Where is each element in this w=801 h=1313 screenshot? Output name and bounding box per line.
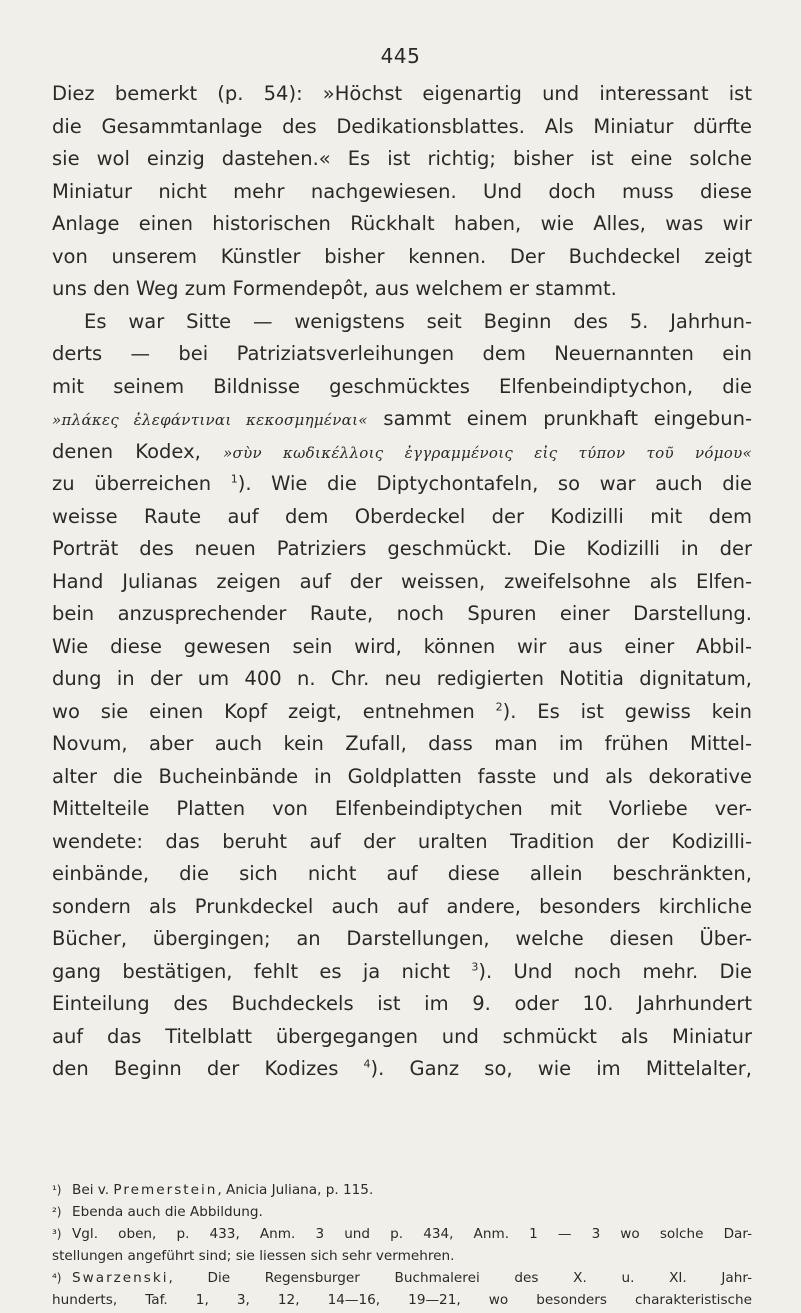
text-line: derts — bei Patriziatsverleihungen dem Neuernannten ein: [52, 342, 752, 365]
footnote-text: Bei v.: [72, 1182, 114, 1198]
greek-quotation: »πλάκες ἐλεφάντιναι κεκοσμημέναι«: [52, 411, 368, 429]
footnote-text: Vgl. oben, p. 433, Anm. 3 und p. 434, Anm. 1 — 3 wo solche Dar-: [72, 1226, 752, 1242]
author-name: Swarzenski: [72, 1270, 169, 1286]
body-text: [52, 78, 752, 1086]
text-line: alter die Bucheinbände in Goldplatten fasste und als dekorative: [52, 764, 752, 788]
author-name: Premerstein: [113, 1182, 218, 1198]
text-line: Wie diese gewesen sein wird, können wir aus einer Abbil-: [52, 634, 752, 658]
text-span: ). Und noch mehr. Die: [478, 959, 752, 983]
text-span: wo sie einen Kopf zeigt, entnehmen: [52, 699, 496, 723]
footnotes: [52, 1179, 752, 1311]
text-line: [52, 436, 752, 469]
text-line: [52, 956, 752, 989]
text-line: Es war Sitte — wenigstens seit Beginn des 5. Jahrhun-: [84, 309, 752, 333]
text-line: Diez bemerkt (p. 54): »Höchst eigenartig und interessant ist: [52, 82, 752, 105]
footnote-1: [52, 1179, 752, 1201]
text-line: Mittelteile Platten von Elfenbeindiptychen mit Vorliebe ver-: [52, 797, 752, 820]
text-line: sondern als Prunkdeckel auch auf andere, besonders kirchliche: [52, 894, 752, 918]
text-line: dung in der um 400 n. Chr. neu redigierten Notitia dignitatum,: [52, 667, 752, 690]
footnote-marker: ²): [52, 1205, 62, 1219]
footnote-text: , Die Regensburger Buchmalerei des X. u. XI. Jahr-: [168, 1270, 752, 1286]
text-line: mit seinem Bildnisse geschmücktes Elfenbeindiptychon, die: [52, 374, 752, 398]
text-span: sammt einem prunkhaft eingebun-: [367, 407, 752, 430]
text-line: wendete: das beruht auf der uralten Tradition der Kodizilli-: [52, 829, 752, 853]
text-line: einbände, die sich nicht auf diese allein beschränkten,: [52, 862, 752, 885]
text-span: ). Ganz so, wie im Mittelalter,: [370, 1057, 752, 1080]
text-line: uns den Weg zum Formendepôt, aus welchem er stammt.: [52, 277, 617, 300]
footnote-marker: ¹): [52, 1183, 62, 1197]
footnote-reference: 2: [495, 700, 503, 713]
text-span: ). Es ist gewiss kein: [502, 699, 752, 723]
text-line: [52, 1053, 752, 1086]
footnote-text: Ebenda auch die Abbildung.: [72, 1204, 263, 1220]
text-line: von unserem Künstler bisher kennen. Der Buchdeckel zeigt: [52, 244, 752, 268]
text-span: zu überreichen: [52, 472, 231, 495]
text-line: Porträt des neuen Patriziers geschmückt. Die Kodizilli in der: [52, 537, 752, 560]
text-line: sie wol einzig dastehen.« Es ist richtig; bisher ist eine solche: [52, 147, 752, 170]
text-line: Miniatur nicht mehr nachgewiesen. Und doch muss diese: [52, 179, 752, 203]
text-line: die Gesammtanlage des Dedikationsblattes. Als Miniatur dürfte: [52, 114, 752, 138]
text-line: Einteilung des Buchdeckels ist im 9. oder 10. Jahrhundert: [52, 992, 752, 1015]
text-line: [52, 403, 752, 436]
footnote-text: , Anicia Juliana, p. 115.: [217, 1182, 374, 1198]
footnote-marker: ⁴): [52, 1271, 62, 1285]
text-line: Bücher, übergingen; an Darstellungen, welche diesen Über-: [52, 927, 752, 950]
footnote-marker: ³): [52, 1227, 62, 1241]
footnote-3-continued: stellungen angeführt sind; sie liessen sich sehr vermehren.: [52, 1248, 455, 1264]
text-span: ). Wie die Diptychontafeln, so war auch die: [237, 472, 752, 495]
text-span: denen Kodex,: [52, 439, 224, 463]
text-line: weisse Raute auf dem Oberdeckel der Kodizilli mit dem: [52, 504, 752, 528]
text-span: gang bestätigen, fehlt es ja nicht: [52, 959, 472, 983]
footnote-reference: 3: [471, 960, 479, 973]
greek-quotation: »σὺν κωδικέλλοις ἐγγραμμένοις εἰς τύπον τοῦ νόμου«: [223, 443, 752, 462]
text-line: auf das Titelblatt übergegangen und schmückt als Miniatur: [52, 1024, 752, 1048]
page-number: 445: [380, 44, 421, 68]
footnote-4-continued: hunderts, Taf. 1, 3, 12, 14—16, 19—21, wo besonders charakteristische: [52, 1292, 752, 1308]
text-line: Anlage einen historischen Rückhalt haben, wie Alles, was wir: [52, 212, 752, 235]
text-line: [52, 468, 752, 501]
footnote-4: [52, 1267, 752, 1289]
footnote-reference: 4: [363, 1057, 371, 1071]
text-line: Hand Julianas zeigen auf der weissen, zweifelsohne als Elfen-: [52, 569, 752, 593]
footnote-2: [52, 1201, 752, 1223]
footnote-reference: 1: [230, 472, 238, 486]
footnote-3: [52, 1223, 752, 1245]
text-line: [52, 696, 752, 729]
text-line: Novum, aber auch kein Zufall, dass man im frühen Mittel-: [52, 732, 752, 755]
text-span: den Beginn der Kodizes: [52, 1057, 364, 1080]
text-line: bein anzusprechender Raute, noch Spuren einer Darstellung.: [52, 602, 752, 625]
